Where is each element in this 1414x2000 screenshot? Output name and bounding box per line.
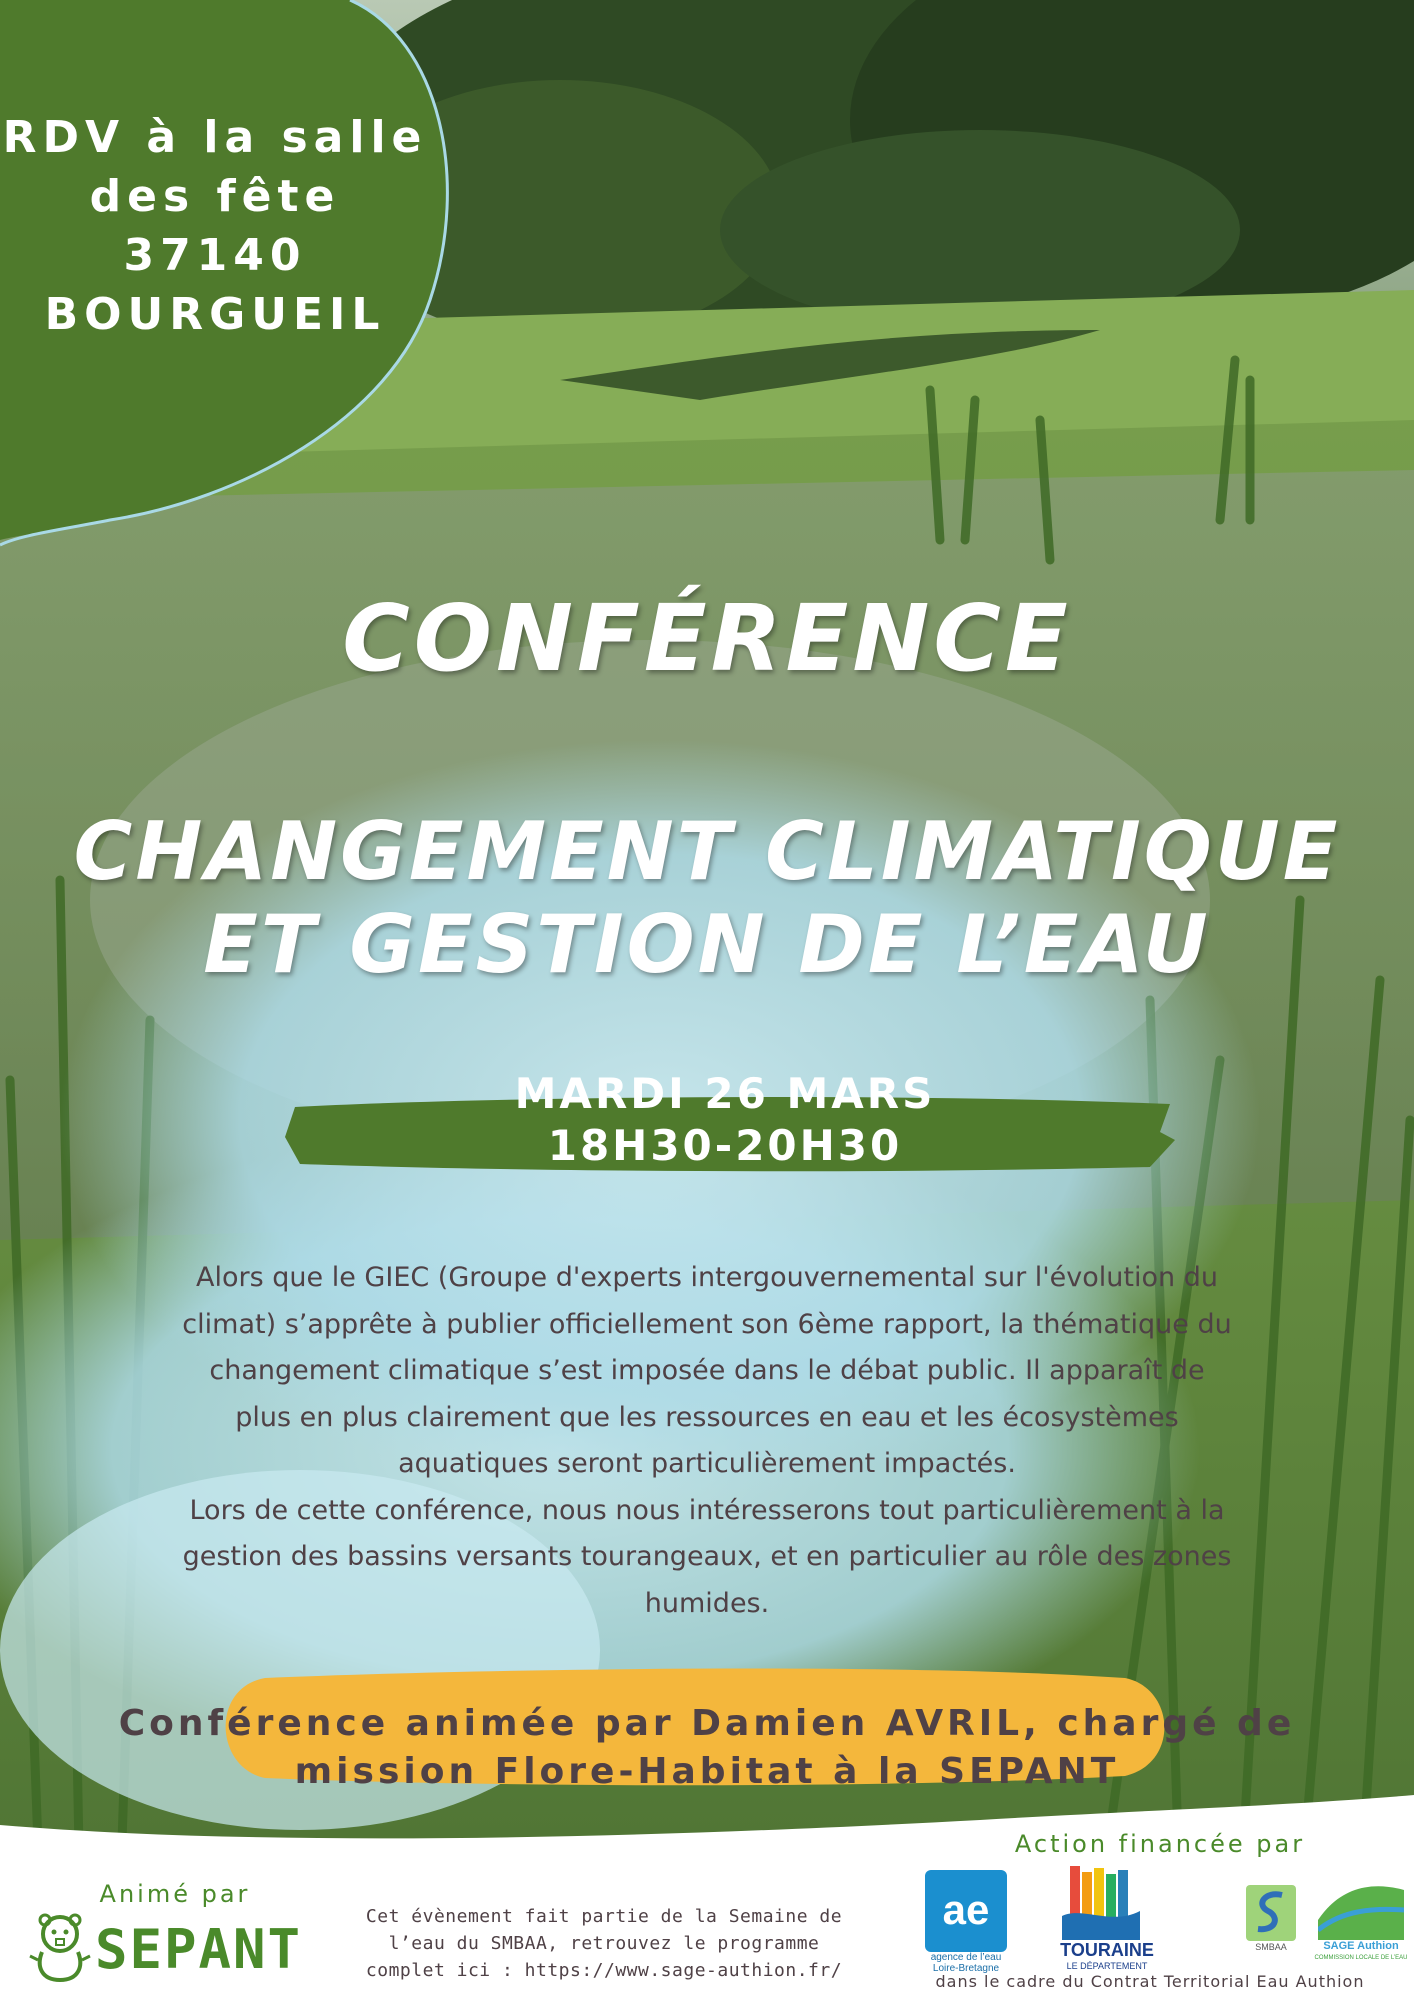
touraine-departement-logo-icon [1062,1866,1140,1940]
event-kicker: CONFÉRENCE [342,585,1072,692]
event-schedule [280,1068,1170,1172]
smbaa-caption: SMBAA [1255,1942,1287,1952]
contract-note: dans le cadre du Contrat Territorial Eau Authion [935,1972,1365,1991]
event-description [105,1255,1309,1627]
organizer-label: Animé par [99,1880,251,1908]
touraine-caption: TOURAINE [1060,1940,1154,1960]
description-line: Alors que le GIEC (Groupe d'experts intergouvernemental sur l'évolution du [196,1262,1218,1293]
sage-authion-caption: SAGE Authion [1323,1940,1399,1952]
svg-text:ae: ae [942,1886,990,1933]
footer-note-line: complet ici : https://www.sage-authion.fr/ [365,1960,843,1981]
description-line: plus en plus clairement que les ressources en eau et les écosystèmes [235,1401,1179,1433]
venue-line: BOURGUEIL [44,289,386,340]
description-line: climat) s’apprête à publier officiellement son 6ème rapport, la thématique du [182,1308,1232,1340]
event-title [0,805,1414,991]
agence-eau-logo-icon [925,1870,1007,1952]
venue-info [0,108,430,344]
smbaa-logo-icon [1246,1885,1296,1941]
venue-line: 37140 [123,230,307,281]
beaver-mascot-icon [28,1912,92,1984]
funding-label: Action financée par [1014,1830,1306,1858]
speaker-info [70,1700,1344,1796]
description-line: gestion des bassins versants tourangeaux, et en particulier au rôle des zones [182,1541,1232,1572]
sage-authion-logo-icon [1318,1880,1404,1940]
venue-line: RDV à la salle [2,112,428,163]
sage-authion-subcaption: COMMISSION LOCALE DE L’EAU [1314,1955,1408,1961]
title-line: ET GESTION DE L’EAU [203,898,1211,991]
description-line: changement climatique s’est imposée dans le débat public. Il apparaît de [209,1355,1205,1386]
agence-eau-caption: agence de l’eau Loire-Bretagne [930,1952,1002,1974]
event-time: 18H30-20H30 [547,1121,903,1170]
description-line: Lors de cette conférence, nous nous intéresserons tout particulièrement à la [189,1494,1225,1526]
event-date: MARDI 26 MARS [514,1069,936,1118]
speaker-line: mission Flore-Habitat à la SEPANT [294,1751,1120,1792]
organizer-name: SEPANT [95,1918,303,1981]
description-line: aquatiques seront particulièrement impactés. [398,1448,1016,1479]
footer-note-line: l’eau du SMBAA, retrouvez le programme [388,1933,820,1954]
title-line: CHANGEMENT CLIMATIQUE [73,805,1341,898]
footer-note-line: Cet évènement fait partie de la Semaine de [365,1906,843,1927]
footer-note [318,1903,890,1984]
speaker-line: Conférence animée par Damien AVRIL, chargé de [118,1703,1296,1744]
venue-line: des fête [89,171,341,222]
touraine-subcaption: LE DÉPARTEMENT [1066,1961,1148,1971]
description-line: humides. [644,1587,770,1619]
